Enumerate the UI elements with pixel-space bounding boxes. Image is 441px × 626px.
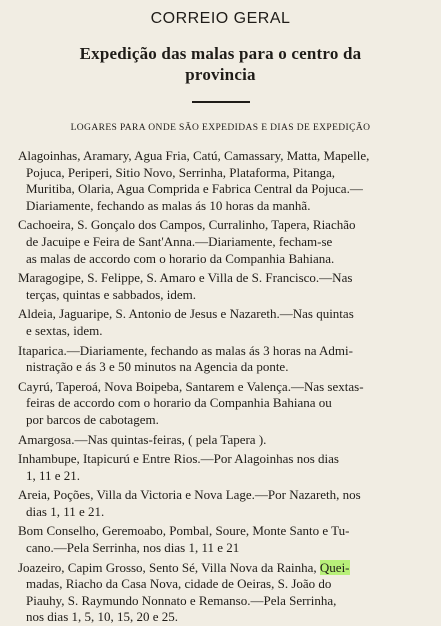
schedule-entry [18, 487, 423, 520]
divider-rule [192, 101, 250, 103]
schedule-entry [18, 379, 423, 429]
entry-line: Amargosa.—Nas quintas-feiras, ( pela Tapera ). [18, 431, 267, 447]
schedule-entry [18, 343, 423, 376]
entry-line: de Jacuipe e Feira de Sant'Anna.—Diariamente, fecham-se [26, 233, 333, 249]
entry-line: feiras de accordo com o horario da Companhia Bahiana ou [26, 395, 332, 411]
entry-line: 1, 11 e 21. [26, 467, 81, 483]
entry-line: terças, quintas e sabbados, idem. [26, 286, 197, 302]
section-title: CORREIO GERAL [150, 10, 291, 27]
subheading: LOGARES PARA ONDE SÃO EXPEDIDAS E DIAS DE EXPEDIÇÃO [70, 123, 371, 133]
schedule-list [18, 148, 423, 626]
entry-line: Pojuca, Periperi, Sitio Novo, Serrinha, Plataforma, Pitanga, [26, 164, 336, 180]
entry-line: Bom Conselho, Geremoabo, Pombal, Soure, Monte Santo e Tu- [18, 523, 350, 539]
headline-line-2: provincia [185, 65, 256, 84]
entry-line: Cachoeira, S. Gonçalo dos Campos, Curralinho, Tapera, Riachão [18, 217, 356, 233]
entry-line: nistração e ás 3 e 50 minutos na Agencia da ponte. [26, 359, 289, 375]
entry-line-with-highlight [18, 560, 423, 577]
schedule-entry [18, 217, 423, 267]
schedule-entry [18, 148, 423, 214]
entry-line: as malas de accordo com o horario da Companhia Bahiana. [26, 250, 335, 266]
entry-line: cano.—Pela Serrinha, nos dias 1, 11 e 21 [26, 540, 240, 556]
entry-line: Maragogipe, S. Felippe, S. Amaro e Villa de S. Francisco.—Nas [18, 270, 353, 286]
entry-line: Aldeia, Jaguaripe, S. Antonio de Jesus e Nazareth.—Nas quintas [18, 306, 354, 322]
headline-line-1: Expedição das malas para o centro da [79, 44, 362, 63]
headline [18, 43, 423, 85]
entry-line: nos dias 1, 5, 10, 15, 20 e 25. [26, 609, 179, 625]
schedule-entry [18, 270, 423, 303]
schedule-entry [18, 523, 423, 556]
entry-line: e sextas, idem. [26, 322, 103, 338]
schedule-entry [18, 432, 423, 449]
entry-line: dias 1, 11 e 21. [26, 503, 105, 519]
entry-line: Alagoinhas, Aramary, Agua Fria, Catú, Camassary, Matta, Mapelle, [18, 148, 370, 163]
highlighted-word: Quei- [319, 559, 350, 575]
entry-line: Inhambupe, Itapicurú e Entre Rios.—Por Alagoinhas nos dias [18, 451, 339, 467]
entry-line: Areia, Poções, Villa da Victoria e Nova Lage.—Por Nazareth, nos [18, 487, 361, 503]
entry-line: Cayrú, Taperoá, Nova Boipeba, Santarem e Valença.—Nas sextas- [18, 378, 364, 394]
entry-line: Piauhy, S. Raymundo Nonnato e Remanso.—Pela Serrinha, [26, 592, 337, 608]
entry-line-start: Joazeiro, Capim Grosso, Sento Sé, Villa Nova da Rainha, [18, 559, 320, 575]
schedule-entry [18, 560, 423, 626]
schedule-entry [18, 306, 423, 339]
entry-line: Diariamente, fechando as malas ás 10 horas da manhã. [26, 197, 311, 213]
entry-line: Itaparica.—Diariamente, fechando as malas ás 3 horas na Admi- [18, 342, 353, 358]
entry-line: por barcos de cabotagem. [26, 411, 159, 427]
schedule-entry [18, 451, 423, 484]
entry-line: madas, Riacho da Casa Nova, cidade de Oeiras, S. João do [26, 576, 332, 592]
entry-line: Muritiba, Olaria, Agua Comprida e Fabrica Central da Pojuca.— [26, 181, 363, 197]
